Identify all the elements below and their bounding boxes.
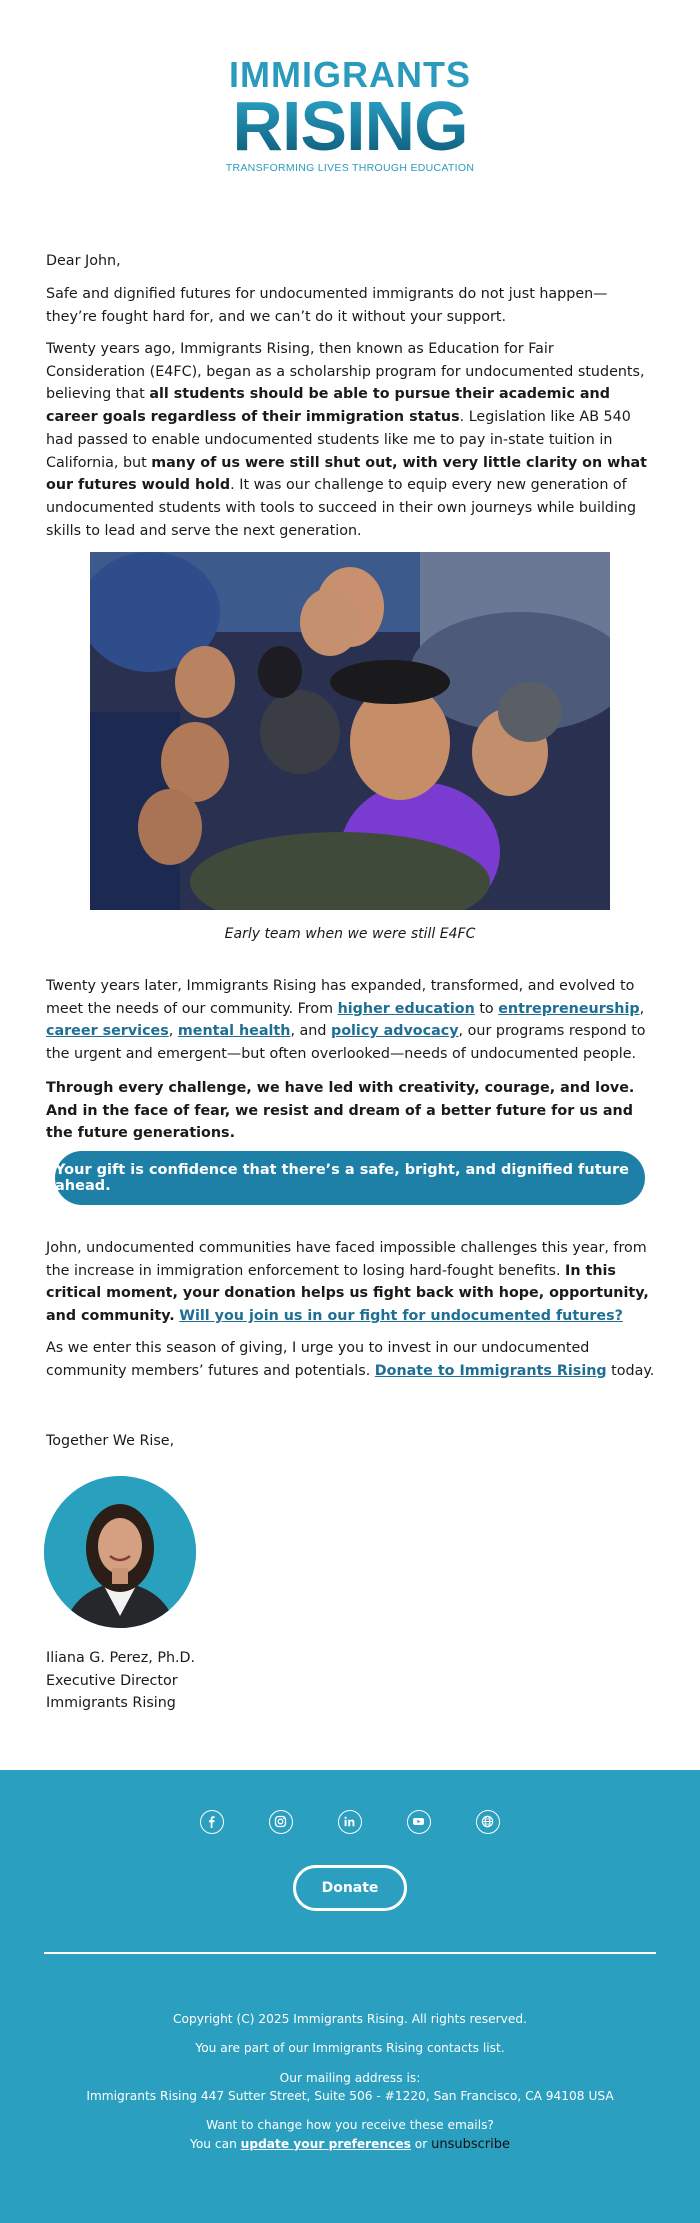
paragraph-2-text: Twenty years ago, Immigrants Rising, then known as Education for Fair Consideration (E4FC), began as a scholarship program for undocumented students, believing that all students should be able to pursue their academic and career goals regardless of their immigration status. Legislation like AB 540 had passed to enable undocumented students like me to pay in-state tuition in California, but many of us were still shut out, with very little clarity on what our futures would hold. It was our challenge to equip every new generation of undocumented students with tools to succeed in their own journeys while building skills to lead and serve the next generation.: [46, 341, 648, 539]
paragraph-4: [46, 1077, 656, 1145]
entrepreneurship-link[interactable]: entrepreneurship: [498, 1000, 640, 1017]
paragraph-1: [46, 283, 656, 328]
preferences-line: You can update your preferences or unsubscribe: [190, 2137, 510, 2152]
donate-inline-link[interactable]: Donate to Immigrants Rising: [374, 1362, 607, 1379]
team-photo-illustration: [90, 552, 610, 910]
mailing-address: Immigrants Rising 447 Sutter Street, Suite 506 - #1220, San Francisco, CA 94108 USA: [86, 2089, 614, 2103]
email-footer: [0, 1770, 700, 2223]
greeting: Dear John,: [46, 253, 121, 269]
closing-text: Together We Rise,: [46, 1433, 175, 1449]
letter-greeting: [46, 250, 656, 273]
paragraph-1-text: Safe and dignified futures for undocumented immigrants do not just happen—they’re fought hard for, and we can’t do it without your support.: [46, 286, 608, 325]
website-icon[interactable]: [476, 1810, 500, 1834]
paragraph-3: [46, 975, 656, 1066]
mailing-address-label: Our mailing address is:: [279, 2071, 421, 2085]
change-emails-question: Want to change how you receive these emails?: [206, 2118, 494, 2132]
signature-avatar: [44, 1476, 196, 1628]
immigrants-rising-logo[interactable]: [0, 56, 700, 174]
logo-tagline: TRANSFORMING LIVES THROUGH EDUCATION: [225, 162, 475, 174]
paragraph-6-text: As we enter this season of giving, I urge you to invest in our undocumented community members’ futures and potentials. Donate to Immigrants Rising today.: [46, 1340, 655, 1379]
join-us-link[interactable]: Will you join us in our fight for undocumented futures?: [179, 1308, 623, 1325]
paragraph-3-text: Twenty years later, Immigrants Rising has expanded, transformed, and evolved to meet the needs of our community. From higher education to entrepreneurship, career services, mental health, and policy advocacy, our programs respond to the urgent and emergent—but often overlooked—needs of undocumented people.: [46, 978, 646, 1063]
logo-line-1: IMMIGRANTS: [229, 54, 471, 95]
paragraph-4-text: Through every challenge, we have led with creativity, courage, and love. And in the face of fear, we resist and dream of a better future for us and the future generations.: [46, 1080, 635, 1142]
linkedin-icon[interactable]: [338, 1810, 362, 1834]
donate-button[interactable]: Donate: [293, 1865, 407, 1911]
mental-health-link[interactable]: mental health: [177, 1023, 291, 1040]
paragraph-5-text: John, undocumented communities have faced impossible challenges this year, from the increase in immigration enforcement to losing hard-fought benefits. In this critical moment, your donation helps us fight back with hope, opportunity, and community. Will you join us in our fight for undocumented futures?: [46, 1240, 649, 1325]
signature-block: [46, 1647, 656, 1715]
career-services-link[interactable]: career services: [46, 1023, 169, 1040]
update-preferences-link[interactable]: update your preferences: [240, 2137, 411, 2151]
higher-education-link[interactable]: higher education: [337, 1000, 475, 1017]
facebook-icon[interactable]: [200, 1810, 224, 1834]
team-photo: [90, 552, 610, 910]
paragraph-6: [46, 1337, 656, 1382]
unsubscribe-link[interactable]: unsubscribe: [431, 2137, 510, 2152]
gift-confidence-banner: Your gift is confidence that there’s a safe, bright, and dignified future ahead.: [55, 1151, 645, 1205]
photo-caption: Early team when we were still E4FC: [224, 926, 476, 942]
footer-divider: [44, 1952, 656, 1954]
signer-organization: Immigrants Rising: [46, 1695, 176, 1712]
portrait-illustration: [44, 1476, 196, 1628]
social-icons-row: [0, 1810, 700, 1834]
paragraph-2: [46, 338, 656, 542]
contacts-list-text: You are part of our Immigrants Rising contacts list.: [195, 2041, 505, 2055]
copyright-text: Copyright (C) 2025 Immigrants Rising. All rights reserved.: [173, 2012, 527, 2026]
youtube-icon[interactable]: [407, 1810, 431, 1834]
closing: [46, 1430, 656, 1453]
signer-title: Executive Director: [46, 1672, 178, 1689]
signer-name: Iliana G. Perez, Ph.D.: [46, 1650, 196, 1666]
instagram-icon[interactable]: [269, 1810, 293, 1834]
policy-advocacy-link[interactable]: policy advocacy: [330, 1023, 459, 1040]
logo-line-2: RISING: [0, 96, 700, 156]
paragraph-5: [46, 1237, 656, 1328]
